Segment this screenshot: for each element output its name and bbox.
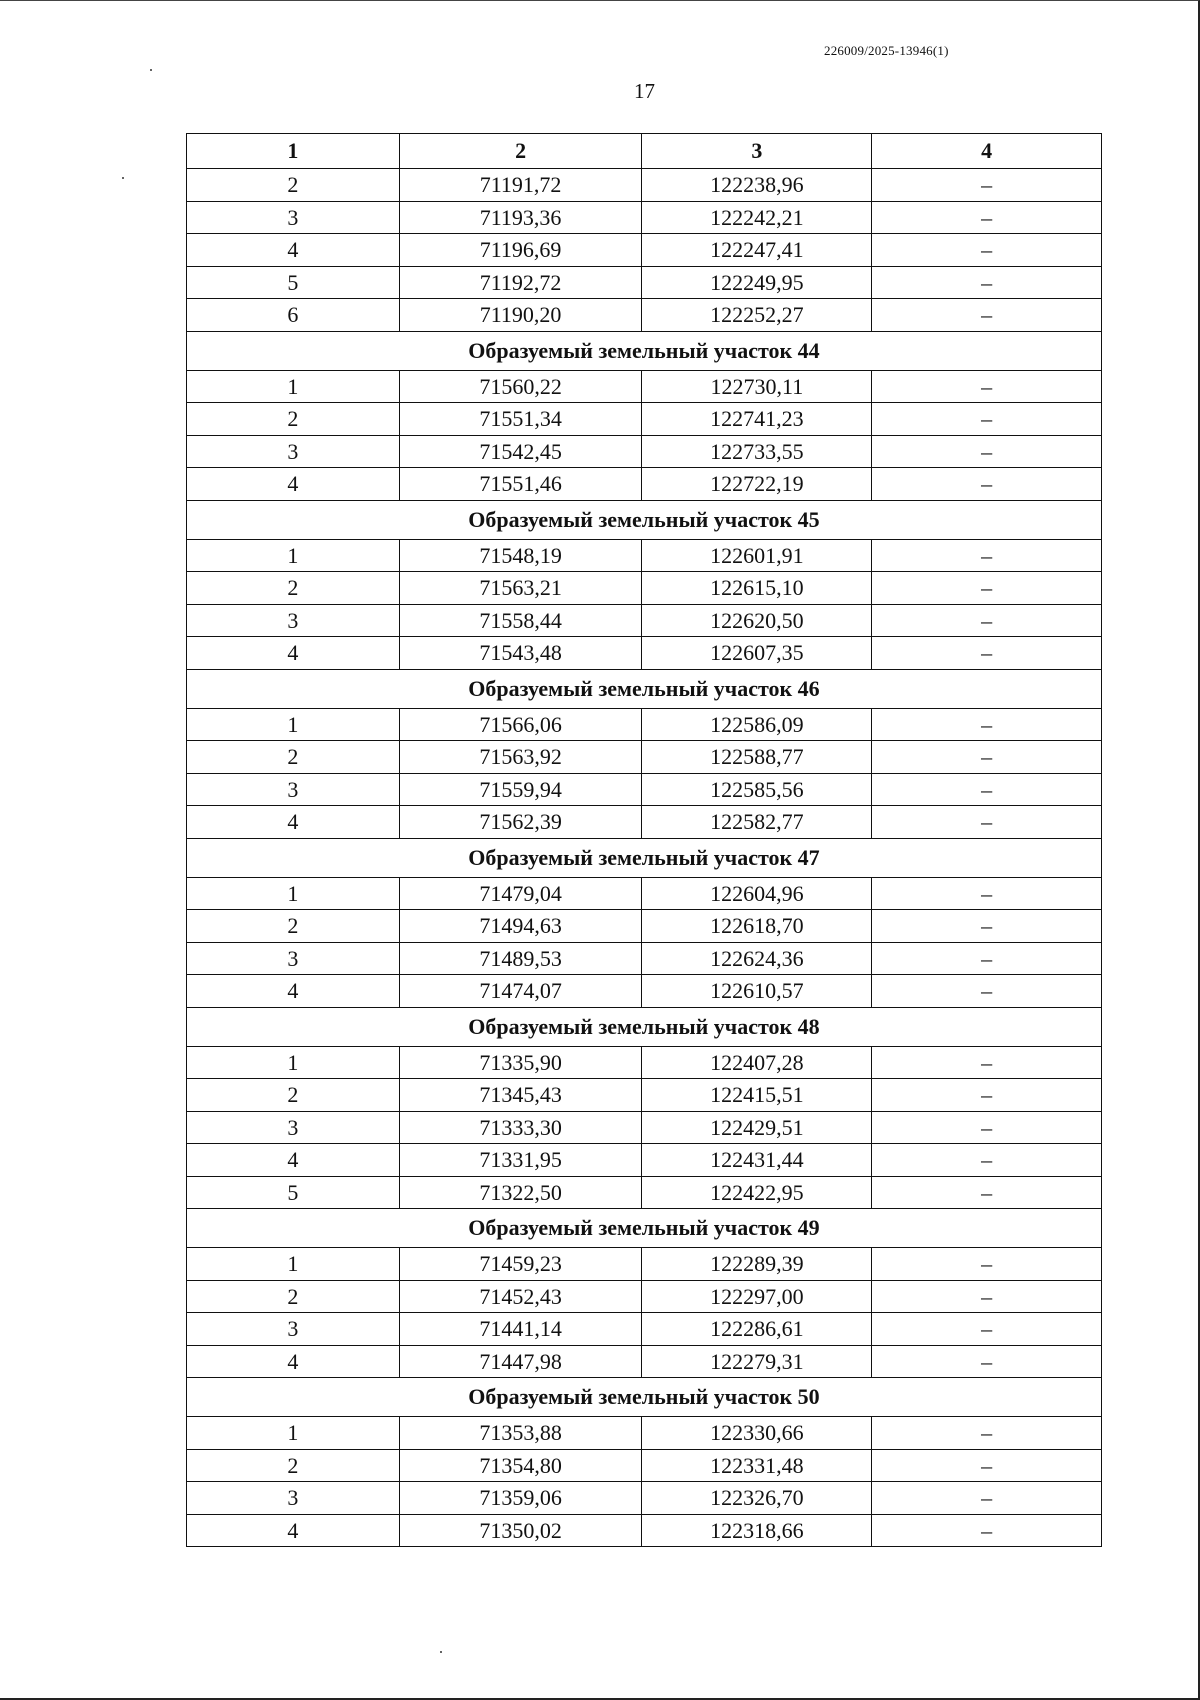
x-coordinate-cell: 71548,19 [399,539,642,572]
column-4-cell: – [872,572,1102,605]
x-coordinate-cell: 71551,46 [399,468,642,501]
column-4-cell: – [872,201,1102,234]
x-coordinate-cell: 71354,80 [399,1449,642,1482]
scan-speck [122,177,124,179]
column-4-cell: – [872,1079,1102,1112]
section-header-row [187,838,1102,877]
table-row [187,403,1102,436]
column-4-cell: – [872,910,1102,943]
column-4-cell: – [872,1313,1102,1346]
x-coordinate-cell: 71543,48 [399,637,642,670]
x-coordinate-cell: 71322,50 [399,1176,642,1209]
column-4-cell: – [872,1280,1102,1313]
section-header-row [187,331,1102,370]
x-coordinate-cell: 71562,39 [399,806,642,839]
y-coordinate-cell: 122620,50 [642,604,872,637]
column-4-cell: – [872,234,1102,267]
x-coordinate-cell: 71474,07 [399,975,642,1008]
y-coordinate-cell: 122582,77 [642,806,872,839]
table-row [187,1046,1102,1079]
x-coordinate-cell: 71551,34 [399,403,642,436]
column-4-cell: – [872,1144,1102,1177]
y-coordinate-cell: 122242,21 [642,201,872,234]
x-coordinate-cell: 71563,92 [399,741,642,774]
point-number-cell: 3 [187,773,400,806]
y-coordinate-cell: 122331,48 [642,1449,872,1482]
y-coordinate-cell: 122318,66 [642,1514,872,1547]
column-4-cell: – [872,1176,1102,1209]
x-coordinate-cell: 71560,22 [399,370,642,403]
point-number-cell: 1 [187,708,400,741]
y-coordinate-cell: 122422,95 [642,1176,872,1209]
x-coordinate-cell: 71333,30 [399,1111,642,1144]
point-number-cell: 3 [187,201,400,234]
column-4-cell: – [872,877,1102,910]
y-coordinate-cell: 122279,31 [642,1345,872,1378]
point-number-cell: 3 [187,1482,400,1515]
section-title: Образуемый земельный участок 49 [187,1209,1102,1248]
x-coordinate-cell: 71441,14 [399,1313,642,1346]
column-4-cell: – [872,1482,1102,1515]
column-4-cell: – [872,773,1102,806]
x-coordinate-cell: 71191,72 [399,169,642,202]
y-coordinate-cell: 122624,36 [642,942,872,975]
y-coordinate-cell: 122252,27 [642,299,872,332]
y-coordinate-cell: 122249,95 [642,266,872,299]
point-number-cell: 1 [187,370,400,403]
page-number: 17 [634,79,655,103]
y-coordinate-cell: 122741,23 [642,403,872,436]
point-number-cell: 2 [187,1449,400,1482]
y-coordinate-cell: 122615,10 [642,572,872,605]
x-coordinate-cell: 71193,36 [399,201,642,234]
table-row [187,1313,1102,1346]
table-row [187,1280,1102,1313]
y-coordinate-cell: 122601,91 [642,539,872,572]
coordinates-table [186,133,1102,1547]
table-row [187,572,1102,605]
header-cell-4: 4 [872,134,1102,169]
x-coordinate-cell: 71559,94 [399,773,642,806]
point-number-cell: 2 [187,1280,400,1313]
x-coordinate-cell: 71190,20 [399,299,642,332]
scan-speck [150,69,152,71]
x-coordinate-cell: 71459,23 [399,1248,642,1281]
y-coordinate-cell: 122326,70 [642,1482,872,1515]
table-row [187,910,1102,943]
y-coordinate-cell: 122431,44 [642,1144,872,1177]
section-header-row [187,1378,1102,1417]
x-coordinate-cell: 71542,45 [399,435,642,468]
point-number-cell: 4 [187,234,400,267]
column-4-cell: – [872,604,1102,637]
y-coordinate-cell: 122297,00 [642,1280,872,1313]
column-4-cell: – [872,468,1102,501]
y-coordinate-cell: 122286,61 [642,1313,872,1346]
column-4-cell: – [872,1046,1102,1079]
point-number-cell: 3 [187,1313,400,1346]
table-header-row [187,134,1102,169]
x-coordinate-cell: 71359,06 [399,1482,642,1515]
y-coordinate-cell: 122733,55 [642,435,872,468]
x-coordinate-cell: 71335,90 [399,1046,642,1079]
section-title: Образуемый земельный участок 44 [187,331,1102,370]
y-coordinate-cell: 122610,57 [642,975,872,1008]
column-4-cell: – [872,708,1102,741]
x-coordinate-cell: 71447,98 [399,1345,642,1378]
point-number-cell: 2 [187,910,400,943]
point-number-cell: 4 [187,1345,400,1378]
point-number-cell: 3 [187,435,400,468]
point-number-cell: 2 [187,1079,400,1112]
section-header-row [187,1007,1102,1046]
y-coordinate-cell: 122247,41 [642,234,872,267]
y-coordinate-cell: 122429,51 [642,1111,872,1144]
column-4-cell: – [872,1417,1102,1450]
section-header-row [187,1209,1102,1248]
y-coordinate-cell: 122604,96 [642,877,872,910]
table-row [187,169,1102,202]
point-number-cell: 3 [187,1111,400,1144]
x-coordinate-cell: 71452,43 [399,1280,642,1313]
y-coordinate-cell: 122607,35 [642,637,872,670]
y-coordinate-cell: 122330,66 [642,1417,872,1450]
x-coordinate-cell: 71494,63 [399,910,642,943]
header-cell-1: 1 [187,134,400,169]
table-row [187,435,1102,468]
point-number-cell: 4 [187,1144,400,1177]
table-row [187,234,1102,267]
section-title: Образуемый земельный участок 50 [187,1378,1102,1417]
coordinates-table-body [187,134,1102,1547]
table-row [187,806,1102,839]
y-coordinate-cell: 122586,09 [642,708,872,741]
table-row [187,1079,1102,1112]
section-title: Образуемый земельный участок 46 [187,669,1102,708]
table-row [187,637,1102,670]
table-row [187,773,1102,806]
x-coordinate-cell: 71350,02 [399,1514,642,1547]
point-number-cell: 1 [187,1046,400,1079]
x-coordinate-cell: 71566,06 [399,708,642,741]
table-row [187,299,1102,332]
point-number-cell: 2 [187,572,400,605]
column-4-cell: – [872,942,1102,975]
table-row [187,975,1102,1008]
column-4-cell: – [872,299,1102,332]
point-number-cell: 2 [187,169,400,202]
column-4-cell: – [872,806,1102,839]
table-row [187,1449,1102,1482]
table-row [187,1482,1102,1515]
x-coordinate-cell: 71345,43 [399,1079,642,1112]
section-header-row [187,500,1102,539]
column-4-cell: – [872,1248,1102,1281]
section-title: Образуемый земельный участок 48 [187,1007,1102,1046]
point-number-cell: 1 [187,1417,400,1450]
section-title: Образуемый земельный участок 47 [187,838,1102,877]
y-coordinate-cell: 122238,96 [642,169,872,202]
x-coordinate-cell: 71558,44 [399,604,642,637]
point-number-cell: 3 [187,604,400,637]
point-number-cell: 1 [187,1248,400,1281]
point-number-cell: 3 [187,942,400,975]
point-number-cell: 5 [187,1176,400,1209]
y-coordinate-cell: 122415,51 [642,1079,872,1112]
x-coordinate-cell: 71479,04 [399,877,642,910]
y-coordinate-cell: 122618,70 [642,910,872,943]
y-coordinate-cell: 122289,39 [642,1248,872,1281]
table-row [187,877,1102,910]
point-number-cell: 6 [187,299,400,332]
column-4-cell: – [872,370,1102,403]
table-row [187,942,1102,975]
x-coordinate-cell: 71489,53 [399,942,642,975]
table-row [187,1514,1102,1547]
table-row [187,1345,1102,1378]
table-row [187,1248,1102,1281]
x-coordinate-cell: 71353,88 [399,1417,642,1450]
document-number: 226009/2025-13946(1) [824,43,949,58]
x-coordinate-cell: 71196,69 [399,234,642,267]
column-4-cell: – [872,403,1102,436]
point-number-cell: 4 [187,637,400,670]
y-coordinate-cell: 122730,11 [642,370,872,403]
column-4-cell: – [872,975,1102,1008]
column-4-cell: – [872,741,1102,774]
table-row [187,370,1102,403]
column-4-cell: – [872,1345,1102,1378]
table-row [187,539,1102,572]
table-row [187,1111,1102,1144]
table-row [187,741,1102,774]
y-coordinate-cell: 122407,28 [642,1046,872,1079]
table-row [187,1144,1102,1177]
column-4-cell: – [872,539,1102,572]
y-coordinate-cell: 122722,19 [642,468,872,501]
column-4-cell: – [872,1449,1102,1482]
scan-speck [440,1651,442,1653]
section-header-row [187,669,1102,708]
section-title: Образуемый земельный участок 45 [187,500,1102,539]
table-row [187,1176,1102,1209]
x-coordinate-cell: 71192,72 [399,266,642,299]
point-number-cell: 4 [187,468,400,501]
table-row [187,266,1102,299]
column-4-cell: – [872,169,1102,202]
header-cell-3: 3 [642,134,872,169]
point-number-cell: 4 [187,975,400,1008]
point-number-cell: 1 [187,539,400,572]
point-number-cell: 4 [187,806,400,839]
point-number-cell: 2 [187,403,400,436]
column-4-cell: – [872,637,1102,670]
table-row [187,604,1102,637]
point-number-cell: 4 [187,1514,400,1547]
y-coordinate-cell: 122588,77 [642,741,872,774]
table-row [187,708,1102,741]
table-row [187,1417,1102,1450]
x-coordinate-cell: 71331,95 [399,1144,642,1177]
table-row [187,201,1102,234]
header-cell-2: 2 [399,134,642,169]
table-row [187,468,1102,501]
y-coordinate-cell: 122585,56 [642,773,872,806]
column-4-cell: – [872,1111,1102,1144]
point-number-cell: 2 [187,741,400,774]
point-number-cell: 5 [187,266,400,299]
column-4-cell: – [872,1514,1102,1547]
point-number-cell: 1 [187,877,400,910]
x-coordinate-cell: 71563,21 [399,572,642,605]
column-4-cell: – [872,435,1102,468]
column-4-cell: – [872,266,1102,299]
